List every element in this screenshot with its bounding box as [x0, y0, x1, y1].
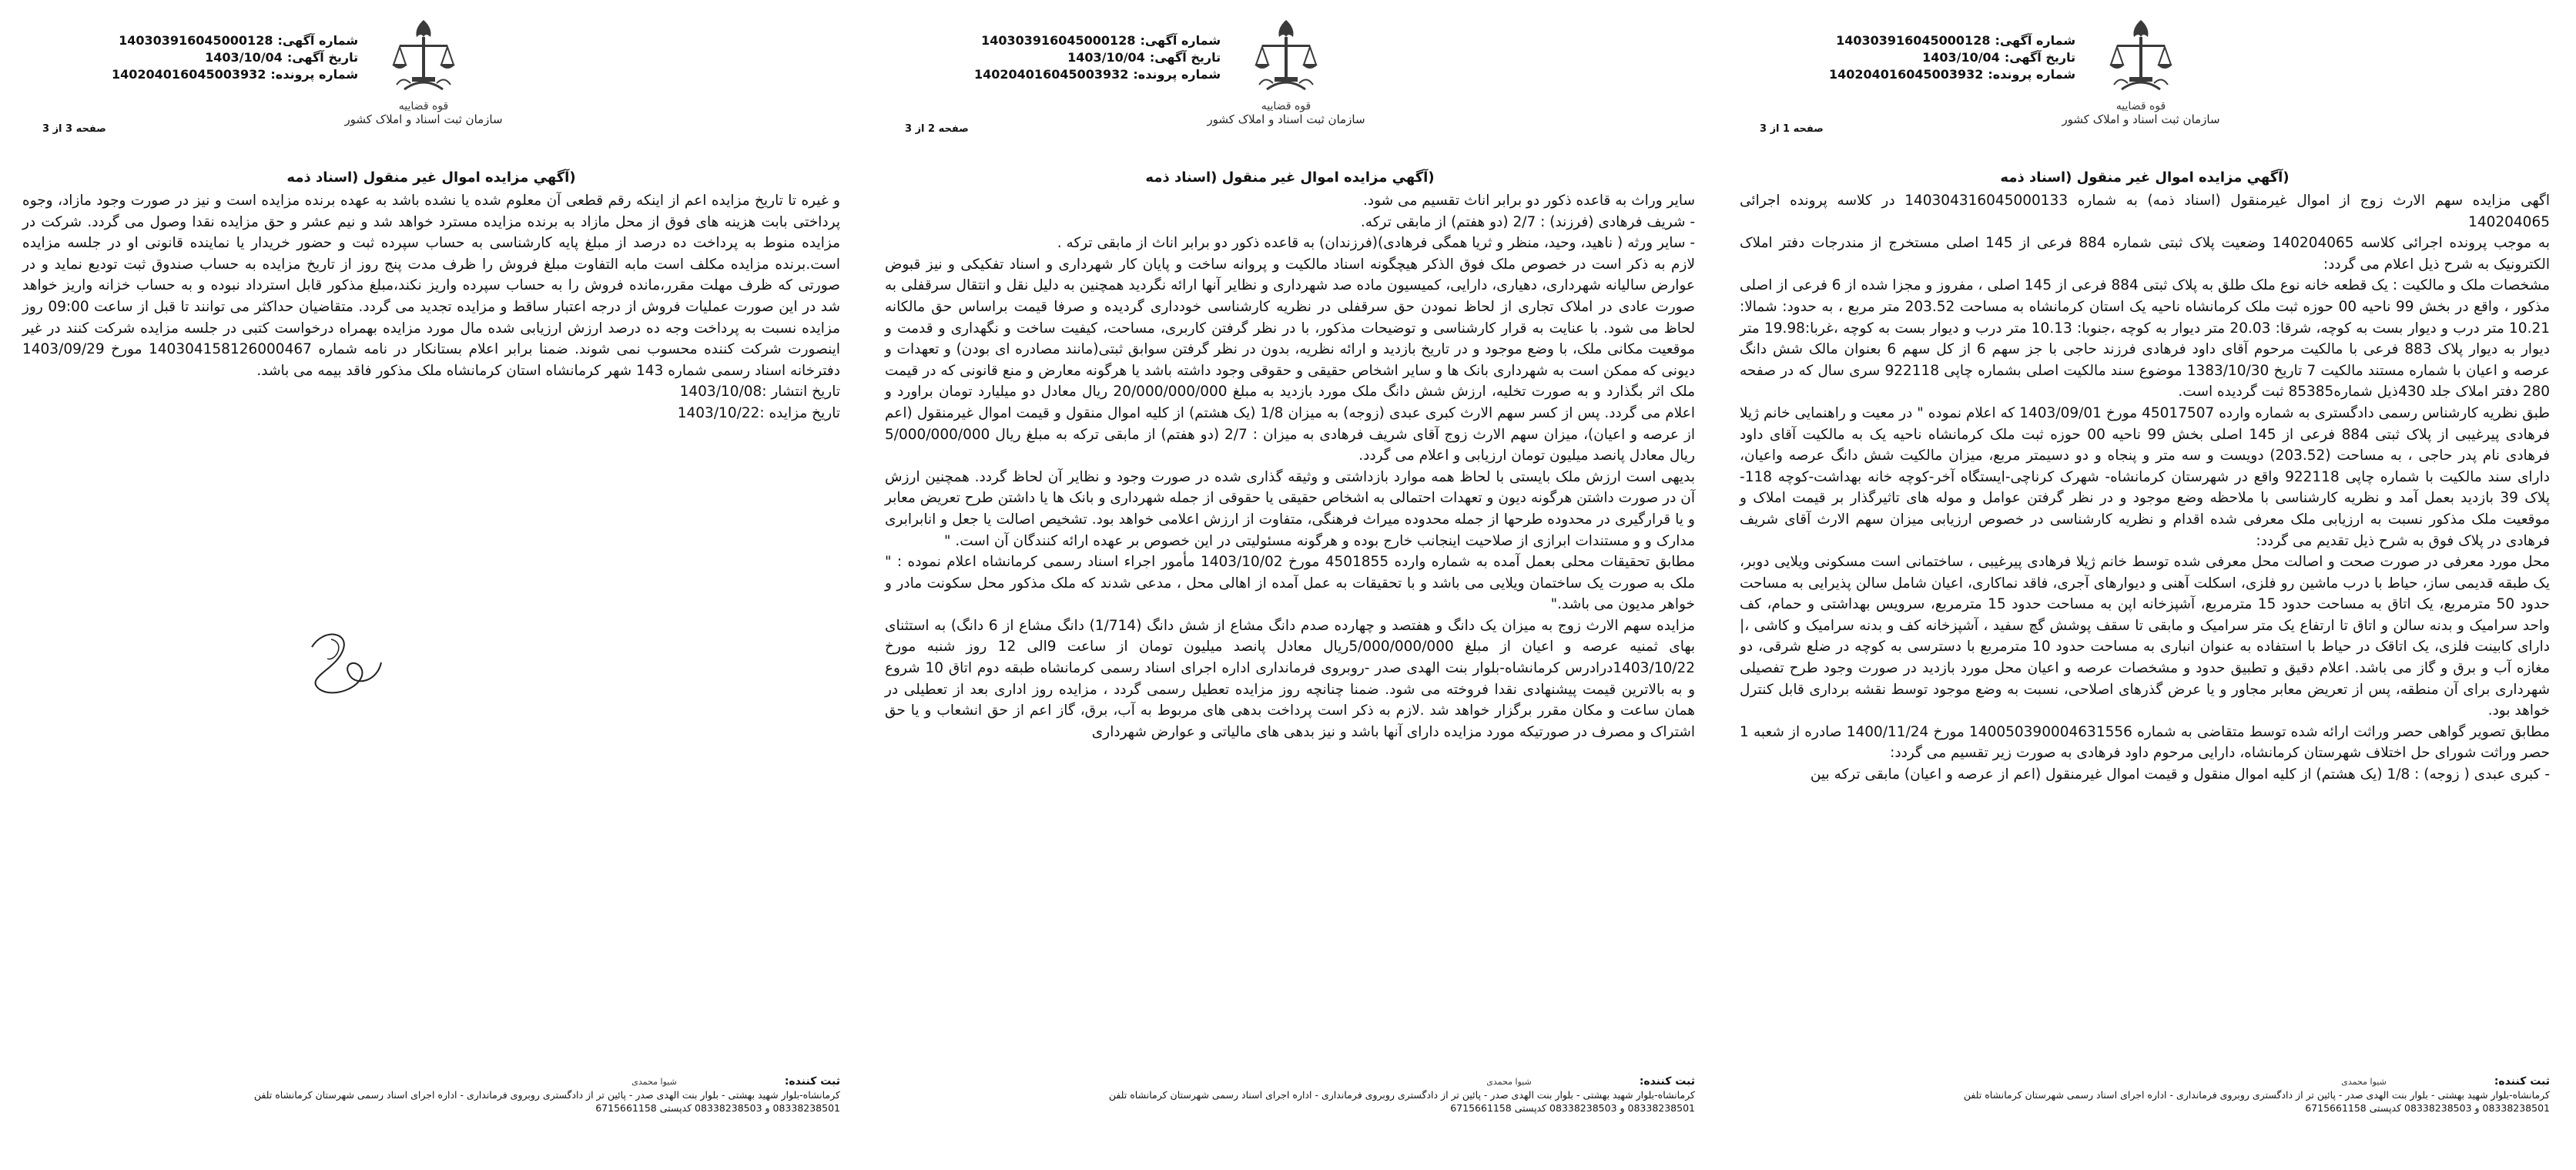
office-address: کرمانشاه-بلوار شهید بهشتی - بلوار بنت الهدی صدر - پائین تر از دادگستری روبروی فرمانداری - اداره اجرای اسناد رسمی شهرستان کرمانشاه تلفن [1108, 1089, 1695, 1101]
office-phones: 08338238501 و 08338238503 کدپستی 6715661158 [595, 1102, 840, 1114]
paragraph: طبق نظریه کارشناس رسمی دادگستری به شماره وارده 45017507 مورخ 1403/09/01 که اعلام نموده " در معیت و راهنمایی خانم ژیلا فرهادی پیرغیبی از پلاک ثبتی 884 فرعی از 145 اصلی بخش 99 ناحیه 00 حوزه ثبت ملک کرمانشاه ناحیه یک به مالکیت آقای داود فرهادی نام پدر حاجی ، به مساحت (203.52) دویست و سه متر و پنجاه و دو دسیمتر مربع، میزان مالکیت شش دانگ عرصه واعیان، دارای سند مالکیت با شماره چاپی 922118 واقع در شهرستان کرمانشاه- شهرک کرناچی-ایستگاه آخر-کوچه خانه بهداشت-کوچه 118- پلاک 39 بازدید بعمل آمد و نظریه کارشناسی با ملاحظه وضع موجود و در نظر گرفتن عوامل و موله های تاثیرگذار بر قیمت املاک و موقعیت ملک مذکور نسبت به ارزیابی ملک معرفی شده اقدام و نظریه کارشناسی در خصوص ارزیابی میزان سهم الارث آقای شریف فرهادی در پلاک فوق به شرح ذیل تقدیم می گردد: [1740, 404, 2550, 549]
registrar-name: شیوا محمدی [1486, 1077, 1532, 1087]
paragraph: بدیهی است ارزش ملک بایستی با لحاظ همه موارد بازداشتی و وثیقه گذاری شده در صورت وجود و نظایر آن لحاظ گردد. همچنین ارزش آن در صورت داشتن هرگونه دیون و تعهدات احتمالی به اشخاص حقیقی یا حقوقی از جمله شهرداری و بانک ها یا داشتن طرح تعریض معابر و یا قرارگیری در محدوده طرحها از جمله محدوده میراث فرهنگی، متفاوت از ارزش اعلامی خواهد بود. تشخیص اصالت یا جعل و انابرابری مدارک و و مستندات ابرازی از صلاحیت اینجانب خارج بوده و هرگونه مسئولیتی در این خصوص بر عهده ارائه کنندگان آن است. " [885, 468, 1695, 549]
page-header [1729, 0, 2561, 154]
registrar-name: شیوا محمدی [2341, 1077, 2387, 1087]
org-name-judiciary: قوه قضاییه [1261, 100, 1311, 112]
registrar-label: ثبت کننده: [784, 1075, 840, 1088]
registrar-name: شیوا محمدی [631, 1077, 677, 1087]
publish-date: تاریخ انتشار :1403/10/08 [679, 384, 840, 401]
page-footer [1740, 1074, 2550, 1115]
org-name-registration: سازمان ثبت اسناد و املاک کشور [1207, 112, 1365, 126]
case-number-label: شماره پرونده: [270, 67, 359, 82]
paragraph: مطابق تصویر گواهی حصر وراثت ارائه شده توسط متقاضی به شماره 140050390004631556 مورخ 1400/11/24 صادره از شعبه 1 حصر وراثت شورای حل اختلاف شهرستان کرمانشاه، دارایی مرحوم داود فرهادی به صورت زیر تقسیم می گردد: [1740, 723, 2550, 762]
notice-meta [1829, 32, 2075, 83]
paragraph: اگهی مزایده سهم الارث زوج از اموال غیرمنقول (اسناد ذمه) به شماره 140304316045000133 در کلاسه پرونده اجرائی 140204065 [1740, 193, 2550, 230]
page-number: صفحه 3 از 3 [42, 123, 106, 135]
page-footer [22, 1074, 840, 1115]
office-phones: 08338238501 و 08338238503 کدپستی 6715661158 [1450, 1102, 1695, 1114]
notice-number-label: شماره آگهی: [1995, 33, 2076, 48]
notice-date: 1403/10/04 [205, 50, 283, 65]
paragraph: مشخصات ملک و مالکیت : یک قطعه خانه نوع ملک طلق به پلاک ثبتی 884 فرعی از 145 اصلی ، مفروز و مجزا شده از 6 فرعی از اصلی مذکور ، واقع در بخش 99 ناحیه 00 حوزه ثبت ملک کرمانشاه ناحیه یک استان کرمانشاه به مساحت 203.52 متر مربع ، به حدود: شمالا: 10.21 متر درب و دیوار بست به کوچه، شرقا: 20.03 متر دیوار به کوچه ،جنوبا: 10.13 متر درب و دیوار بست به کوچه ،غربا:19.98 متر دیوار به دیوار پلاک 883 فرعی با مالکیت مرحوم آقای داود فرهادی فرزند حاجی با جز سهم 6 از کل سهم 6 بعنوان مالک شش دانگ عرصه و اعیان با شماره مستند مالکیت 7 تاریخ 1383/10/30 موضوع سند مالکیت اصلی بشماره چاپی 922118 سری سال که در صفحه 280 دفتر املاک جلد 430ذیل شماره85385 ثبت گردیده است. [1740, 277, 2551, 401]
org-name-registration: سازمان ثبت اسناد و املاک کشور [344, 112, 503, 126]
office-phones: 08338238501 و 08338238503 کدپستی 6715661158 [2305, 1102, 2550, 1114]
office-address: کرمانشاه-بلوار شهید بهشتی - بلوار بنت الهدی صدر - پائین تر از دادگستری روبروی فرمانداری - اداره اجرای اسناد رسمی شهرستان کرمانشاه تلفن [1963, 1089, 2550, 1101]
notice-title: (آگهي مزايده اموال غير منقول (اسناد ذمه [286, 169, 576, 186]
notice-body [874, 190, 1706, 743]
notice-date-label: تاریخ آگهی: [1149, 50, 1221, 65]
registrar-label: ثبت کننده: [1639, 1075, 1695, 1088]
office-address: کرمانشاه-بلوار شهید بهشتی - بلوار بنت الهدی صدر - پائین تر از دادگستری روبروی فرمانداری - اداره اجرای اسناد رسمی شهرستان کرمانشاه تلفن [253, 1089, 840, 1101]
notice-date-label: تاریخ آگهی: [286, 50, 359, 65]
paragraph: سایر وراث به قاعده ذکور دو برابر اناث تقسیم می شود. [1362, 193, 1695, 209]
scales-emblem-icon [1251, 14, 1321, 99]
paragraph: - سایر ورثه ( ناهید، وحید، منظر و ثریا همگی فرهادی)(فرزندان) به قاعده ذکور دو برابر اناث از مابقی ترکه . [1057, 235, 1695, 252]
notice-page-2 [874, 0, 1706, 1170]
case-number: 140204016045003932 [1829, 67, 1984, 82]
paragraph: - کبری عبدی ( زوجه) : 1/8 (یک هشتم) از کلیه اموال منقول و قیمت اموال غیرمنقول (اعم از عرصه و اعیان) مابقی ترکه بین [1810, 766, 2550, 783]
paragraph: - شریف فرهادی (فرزند) : 2/7 (دو هفتم) از مابقی ترکه. [1360, 213, 1695, 230]
auction-date: تاریخ مزایده :1403/10/22 [677, 404, 840, 421]
notice-title: (آگهي مزايده اموال غير منقول (اسناد ذمه [1145, 169, 1435, 186]
handwritten-signature-icon [289, 616, 397, 701]
page-header [12, 0, 851, 154]
paragraph: محل مورد معرفی در صورت صحت و اصالت محل معرفی شده توسط خانم ژیلا فرهادی پیرغیبی ، ساختمانی است مسکونی ویلایی دوبر، یک طبقه قدیمی ساز، حیاط با درب ماشین رو فلزی، اسکلت آهنی و دیوارهای آجری، فاقد نماکاری، اعیان شامل سالن پذیرایی به مساحت حدود 50 مترمربع، یک اتاق به مساحت حدود 15 مترمربع، آشپزخانه اپن به مساحت حدود 15 مترمربع، سرویس بهداشتی و حمام، کف واحد سرامیک و بدنه سالن و اتاق تا ارتفاع یک متر سرامیک و مابقی تا سقف پوشش گچ سفید ، آشپزخانه کف و بدنه سرامیک و کاشی ،| دارای کابینت فلزی، یک اتاقک در حیاط با استفاده به عنوان انباری به مساحت حدود 10 مترمربع با دسترسی به کوچه در ضلع شرقی، دو مغازه آب و برق و گاز می باشد. اعلام دقیق و تطبیق حدود و مشخصات عرصه و اعیان محل مورد بازدید در صورت وجود طرح تفصیلی شهرداری برای آن منطقه، پس از تعریض معابر مجاور و یا عرض گذرهای اصلاحی، نسبت به وضع موجود توسط نقشه برداری قابل کنترل خواهد بود. [1740, 554, 2550, 719]
notice-number: 140303916045000128 [1836, 33, 1991, 48]
paragraph: مزایده سهم الارث زوج به میزان یک دانگ و هفتصد و چهارده صدم دانگ مشاع از شش دانگ (1/714) دانگ مشاع از 6 دانگ) به استثنای بهای ثمنیه عرصه و اعیان از مبلغ 5/000/000/000ریال معادل پانصد میلیون تومان از ساعت 9الی 12 روز شنبه مورخ 1403/10/22درادرس کرمانشاه-بلوار بنت الهدی صدر -روبروی فرمانداری اداره اجرای اسناد رسمی کرمانشاه طبقه دوم اتاق 10 شروع و به بالاترین قیمت پیشنهادی نقدا فروخته می شود. ضمنا چنانچه روز مزایده تعطیل رسمی گردد ، مزایده روز اداری بعد از تعطیلی در همان ساعت و مکان مقرر برگزار خواهد شد .لازم به ذکر است پرداخت بدهی های مربوط به آب، برق، گاز اعم از حق انشعاب و یا حق اشتراک و مصرف در صورتیکه مورد مزایده دارای آنها باشد و نیز بدهی های مالیاتی و عوارض شهرداری [885, 617, 1696, 740]
judiciary-emblem [2052, 14, 2229, 145]
case-number: 140204016045003932 [974, 67, 1129, 82]
notice-meta [974, 32, 1221, 83]
paragraph: لازم به ذکر است در خصوص ملک فوق الذکر هیچگونه اسناد مالکیت و پروانه ساخت و پایان کار شهرداری و اسناد تفکیکی و نیز قبوض عوارض سالیانه شهرداری، دهیاری، دارایی، کمیسیون ماده صد شهرداری و نظایر آنها ارائه نگردید همچنین به دلیل نقل و انتقال سرقفلی به صورت عادی در املاک تجاری از لحاظ نمودن حق سرقفلی در نظریه کارشناسی خودداری گردیده و صرفا قیمت براساس حق مالکانه لحاظ می شود. با عنایت به قرار کارشناسی و توضیحات مذکور، با در نظر گرفتن کاربری، مساحت، کیفیت ساخت و نگهداری و قدمت و موقعیت مکانی ملک، با وضع موجود و در تاریخ بازدید و ارائه نظریه، بدون در نظر گرفتن سوابق ثبتی(مانند مصادره ای بودن) و تعهدات و دیونی که ممکن است به شهرداری بانک ها و سایر اشخاص حقیقی و حقوقی وجود داشته باشد یا هرگونه معارض و منع قانونی که در قیمت ملک اثر بگذارد و به صورت تخلیه، ارزش شش دانگ ملک مورد بازدید به مبلغ 20/000/000/000 ریال معادل دو میلیارد تومان براورد و اعلام می گردد. پس از کسر سهم الارث کبری عبدی (زوجه) به میزان 1/8 (یک هشتم) از کلیه اموال منقول و قیمت اموال غیرمنقول (اعم از عرصه و اعیان)، میزان سهم الارث زوج آقای شریف فرهادی به میزان : 2/7 (دو هفتم) از مابقی ترکه به مبلغ ریال 5/000/000/000 ریال معادل پانصد میلیون تومان ارزیابی و اعلام می گردد. [885, 256, 1695, 464]
org-name-judiciary: قوه قضاییه [2115, 100, 2166, 112]
org-name-registration: سازمان ثبت اسناد و املاک کشور [2062, 112, 2220, 126]
registrar-label: ثبت کننده: [2494, 1075, 2550, 1088]
notice-number: 140303916045000128 [119, 33, 273, 48]
notice-date: 1403/10/04 [1922, 50, 2000, 65]
case-number-label: شماره پرونده: [1133, 67, 1221, 82]
judiciary-emblem [1198, 14, 1375, 145]
paragraph: مطابق تحقیقات محلی بعمل آمده به شماره وارده 4501855 مورخ 1403/10/02 مأمور اجراء اسناد رسمی کرمانشاه اعلام نموده : " ملک به صورت یک ساختمان ویلایی می باشد و با تحقیقات به عمل آمده از اهالی محل ، مدعی شدند که ملک مذکور محل سکونت مادر و خواهر مدیون می باشد." [885, 554, 1695, 613]
scales-emblem-icon [2106, 14, 2176, 99]
notice-page-1 [1729, 0, 2561, 1170]
paragraph: و غیره تا تاریخ مزایده اعم از اینکه رقم قطعی آن معلوم شده یا نشده باشد به عهده برنده مزایده است و نیز در صورت وجود مازاد، وجوه پرداختی بابت هزینه های فوق از محل مازاد به برنده مزایده مسترد خواهد شد و نیم عشر و حق مزایده نقدا وصول می گردد. شرکت در مزایده منوط به پرداخت ده درصد از مبلغ پایه کارشناسی به حساب سپرده ثبت و حضور خریدار یا نماینده قانونی او در جلسه مزایده است.برنده مزایده مکلف است مابه التفاوت مبلغ فروش را ظرف مدت پنج روز از تاریخ مزایده به حساب صندوق ثبت تودیع نماید و در صورتی که ظرف مهلت مقرر،مانده فروش را به حساب سپرده واریز نکند،مبلغ مذکور قابل استرداد نبوده و به حساب خزانه واریز خواهد شد در این صورت عملیات فروش از درجه اعتبار ساقط و مزایده تجدید می گردد. متقاضیان حداکثر می توانند تا قبل از ساعت 09:00 روز مزایده نسبت به پرداخت وجه ده درصد ارزش ارزیابی شده مال مورد مزایده بهمراه درخواست کتبی در جلسه مزایده شرکت کنند در غیر اینصورت شرکت کننده محسوب نمی شوند. ضمنا برابر اعلام بستانکار در نامه شماره 140304158126000467 مورخ 1403/09/29 دفترخانه اسناد رسمی شماره 143 شهر کرمانشاه استان کرمانشاه ملک مذکور فاقد بیمه می باشد. [22, 193, 841, 379]
page-footer [885, 1074, 1695, 1115]
case-number: 140204016045003932 [112, 67, 266, 82]
page-header [874, 0, 1706, 154]
notice-body [1729, 190, 2561, 786]
notice-date: 1403/10/04 [1067, 50, 1145, 65]
notice-number: 140303916045000128 [981, 33, 1136, 48]
notice-meta [112, 32, 358, 83]
notice-number-label: شماره آگهی: [1140, 33, 1221, 48]
org-name-judiciary: قوه قضاییه [398, 100, 449, 112]
notice-date-label: تاریخ آگهی: [2004, 50, 2076, 65]
notice-title: (آگهي مزايده اموال غير منقول (اسناد ذمه [2000, 169, 2290, 186]
signature [289, 616, 397, 704]
judiciary-emblem [335, 14, 512, 145]
notice-page-3 [12, 0, 851, 1170]
paragraph: به موجب پرونده اجرائی کلاسه 140204065 وضعیت پلاک ثبتی شماره 884 فرعی از 145 اصلی مستخرج از مندرجات دفتر املاک الکترونیک به شرح ذیل اعلام می گردد: [1740, 235, 2551, 273]
notice-body [12, 190, 851, 424]
notice-number-label: شماره آگهی: [277, 33, 359, 48]
scales-emblem-icon [389, 14, 458, 99]
page-number: صفحه 2 از 3 [905, 123, 969, 135]
page-number: صفحه 1 از 3 [1760, 123, 1824, 135]
case-number-label: شماره پرونده: [1988, 67, 2076, 82]
